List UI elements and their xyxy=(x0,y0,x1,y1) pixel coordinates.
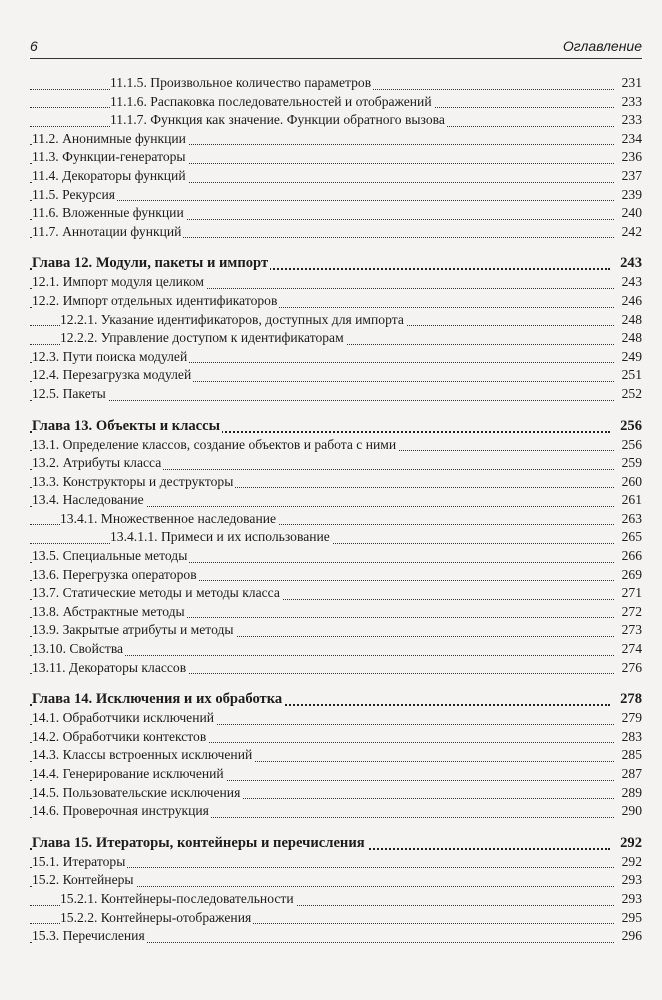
toc-page-number: 276 xyxy=(621,659,642,675)
toc-page-number: 272 xyxy=(621,603,642,619)
toc-page-number: 271 xyxy=(621,585,642,601)
toc-entry-title: 12.5. Пакеты xyxy=(32,385,106,401)
toc-entry[interactable] xyxy=(30,329,642,348)
toc-page-number: 243 xyxy=(621,274,642,290)
toc-entry-title: 12.3. Пути поиска модулей xyxy=(32,348,188,364)
toc-entry-title: 14.2. Обработчики контекстов xyxy=(32,728,207,744)
toc-entry-title: 13.10. Свойства xyxy=(32,641,124,657)
toc-entry[interactable] xyxy=(30,130,642,149)
toc-page-number: 233 xyxy=(621,112,642,128)
toc-page-number: 293 xyxy=(621,890,642,906)
toc-page-number: 233 xyxy=(621,93,642,109)
toc-entry-title: 12.2.2. Управление доступом к идентификаторам xyxy=(60,330,344,346)
toc-page-number: 234 xyxy=(621,130,642,146)
toc-entry[interactable] xyxy=(30,659,642,678)
toc-entry[interactable] xyxy=(30,853,642,872)
toc-chapter[interactable] xyxy=(30,833,642,853)
toc-entry[interactable] xyxy=(30,871,642,890)
page-number: 6 xyxy=(30,38,38,54)
toc-page-number: 290 xyxy=(621,803,642,819)
toc-entry-title: 13.4. Наследование xyxy=(32,492,144,508)
toc-entry[interactable] xyxy=(30,186,642,205)
toc-page-number: 260 xyxy=(621,473,642,489)
toc-entry[interactable] xyxy=(30,167,642,186)
toc-page-number: 231 xyxy=(621,75,642,90)
toc-entry-title: 11.5. Рекурсия xyxy=(32,186,116,202)
toc-entry[interactable] xyxy=(30,728,642,747)
toc-entry-title: 13.6. Перегрузка операторов xyxy=(32,566,197,582)
toc-entry[interactable] xyxy=(30,93,642,112)
toc-entry-title: 11.6. Вложенные функции xyxy=(32,205,184,221)
toc-page-number: 252 xyxy=(621,385,642,401)
toc-entry[interactable] xyxy=(30,909,642,928)
toc-entry-title: 13.11. Декораторы классов xyxy=(32,659,187,675)
toc-page-number: 243 xyxy=(620,255,642,272)
page-header xyxy=(30,36,642,58)
toc-entry-title: 13.3. Конструкторы и деструкторы xyxy=(32,473,234,489)
toc-entry-title: Глава 15. Итераторы, контейнеры и перечисления xyxy=(32,834,365,851)
toc-page-number: 248 xyxy=(621,311,642,327)
section-title: Оглавление xyxy=(562,38,642,54)
toc-entry[interactable] xyxy=(30,473,642,492)
toc-page-number: 236 xyxy=(621,149,642,165)
toc-page-number: 266 xyxy=(621,548,642,564)
toc-entry-title: Глава 12. Модули, пакеты и импорт xyxy=(32,255,269,272)
toc-entry-title: 12.2. Импорт отдельных идентификаторов xyxy=(32,292,278,308)
toc-entry[interactable] xyxy=(30,621,642,640)
toc-page-number: 293 xyxy=(621,872,642,888)
toc-entry-title: 11.1.5. Произвольное количество параметров xyxy=(110,75,372,90)
toc-entry-title: 15.2.2. Контейнеры-отображения xyxy=(60,909,252,925)
toc-entry-title: 13.1. Определение классов, создание объектов и работа с ними xyxy=(32,436,397,452)
toc-entry[interactable] xyxy=(30,603,642,622)
toc-page-number: 295 xyxy=(621,909,642,925)
toc-entry[interactable] xyxy=(30,547,642,566)
toc-entry-title: 14.1. Обработчики исключений xyxy=(32,710,215,726)
toc-page-number: 283 xyxy=(621,728,642,744)
toc-entry[interactable] xyxy=(30,890,642,909)
toc-page-number: 256 xyxy=(621,436,642,452)
toc-entry-title: 11.7. Аннотации функций xyxy=(32,223,182,239)
toc-entry-title: 11.1.7. Функция как значение. Функции обратного вызова xyxy=(110,112,445,128)
toc-page-number: 269 xyxy=(621,566,642,582)
toc-entry-title: 14.3. Классы встроенных исключений xyxy=(32,747,253,763)
toc-entry-title: 15.2. Контейнеры xyxy=(32,872,134,888)
toc-entry[interactable] xyxy=(30,784,642,803)
toc-page-number: 251 xyxy=(621,367,642,383)
toc-page-number: 289 xyxy=(621,784,642,800)
toc-entry[interactable] xyxy=(30,366,642,385)
table-of-contents xyxy=(30,74,642,946)
toc-chapter[interactable] xyxy=(30,416,642,436)
toc-entry[interactable] xyxy=(30,311,642,330)
toc-entry-title: 11.3. Функции-генераторы xyxy=(32,149,186,165)
toc-entry[interactable] xyxy=(30,74,642,93)
toc-entry[interactable] xyxy=(30,204,642,223)
toc-entry[interactable] xyxy=(30,454,642,473)
toc-chapter[interactable] xyxy=(30,689,642,709)
toc-entry[interactable] xyxy=(30,348,642,367)
toc-entry[interactable] xyxy=(30,223,642,242)
toc-entry-title: 13.4.1. Множественное наследование xyxy=(60,510,277,526)
toc-entry-title: 13.4.1.1. Примеси и их использование xyxy=(110,529,330,545)
toc-page-number: 273 xyxy=(621,622,642,638)
header-rule xyxy=(30,58,642,59)
toc-entry-title: 12.1. Импорт модуля целиком xyxy=(32,274,205,290)
toc-entry-title: 14.6. Проверочная инструкция xyxy=(32,803,209,819)
toc-page-number: 296 xyxy=(621,928,642,944)
toc-page-number: 261 xyxy=(621,492,642,508)
toc-entry-title: 11.4. Декораторы функций xyxy=(32,167,186,183)
toc-entry[interactable] xyxy=(30,273,642,292)
toc-entry[interactable] xyxy=(30,491,642,510)
toc-page-number: 246 xyxy=(621,292,642,308)
toc-chapter[interactable] xyxy=(30,253,642,273)
toc-entry-title: 12.4. Перезагрузка модулей xyxy=(32,367,192,383)
toc-entry[interactable] xyxy=(30,436,642,455)
toc-page-number: 263 xyxy=(621,510,642,526)
toc-entry-title: 12.2.1. Указание идентификаторов, доступных для импорта xyxy=(60,311,404,327)
toc-page-number: 287 xyxy=(621,766,642,781)
toc-page-number: 242 xyxy=(621,223,642,239)
toc-entry[interactable] xyxy=(30,640,642,659)
toc-entry[interactable] xyxy=(30,528,642,547)
toc-entry-title: Глава 14. Исключения и их обработка xyxy=(32,691,283,708)
toc-entry-title: 15.3. Перечисления xyxy=(32,928,145,944)
toc-entry[interactable] xyxy=(30,292,642,311)
toc-entry-title: 14.4. Генерирование исключений xyxy=(32,766,224,781)
toc-entry-title: 11.1.6. Распаковка последовательностей и отображений xyxy=(110,93,432,109)
toc-entry[interactable] xyxy=(30,709,642,728)
toc-entry[interactable] xyxy=(30,802,642,821)
toc-entry-title: 13.7. Статические методы и методы класса xyxy=(32,585,280,601)
toc-entry-title: 13.9. Закрытые атрибуты и методы xyxy=(32,622,234,638)
toc-entry[interactable] xyxy=(30,385,642,404)
toc-entry[interactable] xyxy=(30,111,642,130)
toc-page-number: 239 xyxy=(621,186,642,202)
toc-page-number: 292 xyxy=(621,853,642,869)
toc-entry[interactable] xyxy=(30,510,642,529)
toc-entry-title: 15.1. Итераторы xyxy=(32,853,126,869)
toc-page-number: 292 xyxy=(620,834,642,851)
dot-leader xyxy=(30,400,614,401)
toc-page-number: 237 xyxy=(621,167,642,183)
toc-entry-title: 13.8. Абстрактные методы xyxy=(32,603,185,619)
toc-page-number: 265 xyxy=(621,529,642,545)
toc-page-number: 259 xyxy=(621,455,642,471)
toc-entry-title: 14.5. Пользовательские исключения xyxy=(32,784,241,800)
toc-entry[interactable] xyxy=(30,927,642,946)
toc-entry[interactable] xyxy=(30,584,642,603)
toc-entry[interactable] xyxy=(30,765,642,784)
toc-page-number: 249 xyxy=(621,348,642,364)
toc-entry-title: 15.2.1. Контейнеры-последовательности xyxy=(60,890,294,906)
toc-entry-title: 13.5. Специальные методы xyxy=(32,548,188,564)
toc-entry[interactable] xyxy=(30,566,642,585)
toc-entry-title: Глава 13. Объекты и классы xyxy=(32,417,221,434)
toc-entry-title: 11.2. Анонимные функции xyxy=(32,130,186,146)
toc-page-number: 279 xyxy=(621,710,642,726)
toc-entry[interactable] xyxy=(30,746,642,765)
toc-page-number: 278 xyxy=(620,691,642,708)
toc-page-number: 240 xyxy=(621,205,642,221)
dot-leader xyxy=(30,200,614,201)
toc-page-number: 285 xyxy=(621,747,642,763)
toc-page-number: 274 xyxy=(621,641,642,657)
toc-entry[interactable] xyxy=(30,148,642,167)
toc-page-number: 248 xyxy=(621,330,642,346)
toc-entry-title: 13.2. Атрибуты класса xyxy=(32,455,162,471)
toc-page-number: 256 xyxy=(620,417,642,434)
